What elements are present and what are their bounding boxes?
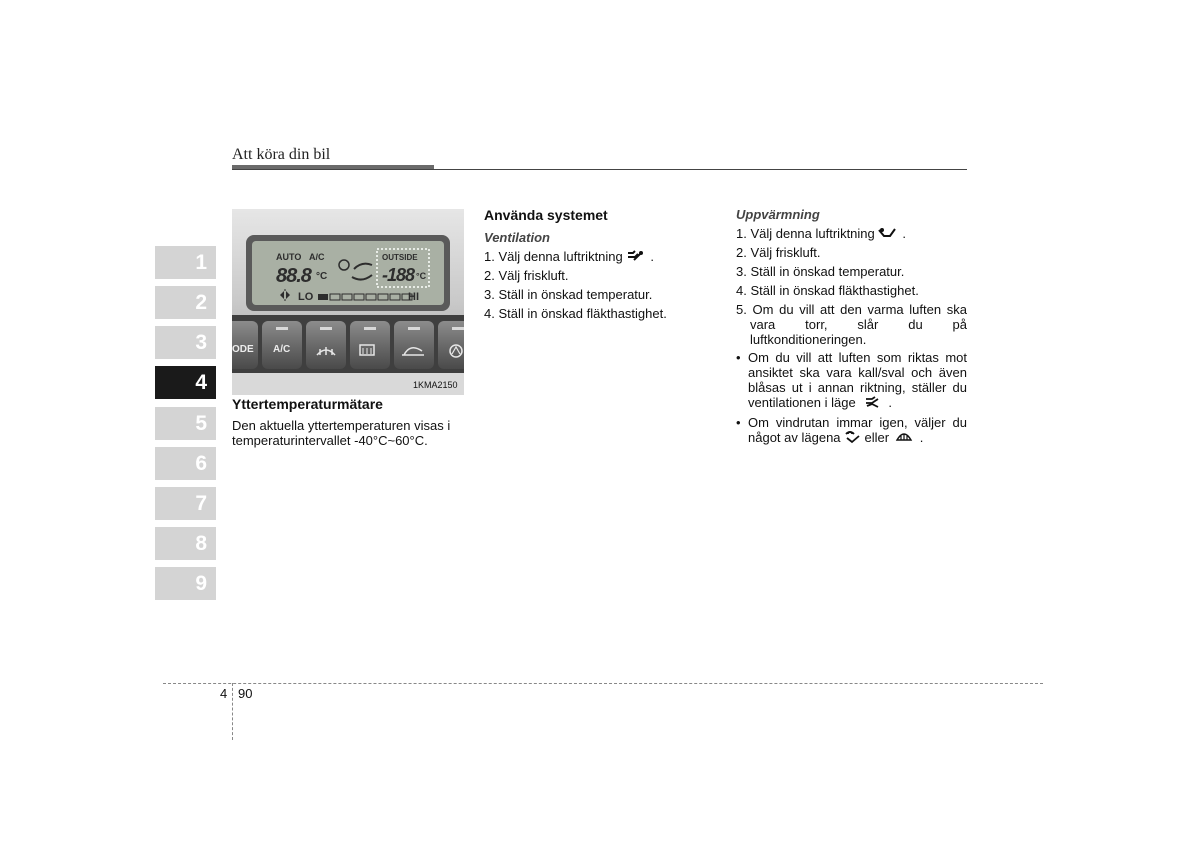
heating-step-2: 2. Välj friskluft.: [736, 245, 821, 260]
floor-vent-icon: [878, 225, 896, 244]
subheading-heating: Uppvärmning: [736, 207, 820, 222]
footer-chapter-number: 4: [220, 686, 228, 701]
footer-page-number: 90: [238, 686, 253, 701]
bullet-marker: •: [736, 415, 741, 430]
ventilation-step-1-suffix: .: [646, 249, 654, 264]
bilevel-vent-icon: [864, 396, 882, 411]
outside-temp-description: Den aktuella yttertemperaturen visas i temperaturintervallet -40°C~60°C.: [232, 418, 451, 448]
footer-rule: [163, 683, 1043, 684]
lcd-lo-label: LO: [298, 291, 314, 303]
heating-step-1: [736, 224, 968, 244]
chapter-tab-1[interactable]: 1: [155, 246, 216, 279]
lcd-inside-temp: 88.8: [276, 265, 311, 287]
lcd-outside-unit: °C: [416, 271, 427, 281]
chapter-tab-9[interactable]: 9: [155, 567, 216, 600]
photo-code: 1KMA2150: [413, 380, 458, 390]
heating-step-1-suffix: .: [898, 226, 906, 241]
heating-bullet-1-text: Om du vill att luften som riktas mot ansiktet ska vara kall/sval och även blåsas ut i annan riktning, ställer du ventilationen i läge: [748, 350, 967, 410]
mode-button-label: ODE: [232, 344, 254, 355]
heating-bullet-1: [736, 350, 967, 411]
lcd-hi-label: HI: [408, 291, 419, 303]
chapter-tab-2[interactable]: 2: [155, 286, 216, 319]
chapter-tab-6[interactable]: 6: [155, 447, 216, 480]
lcd-auto-label: AUTO: [276, 252, 302, 262]
face-vent-icon: [626, 248, 644, 267]
heating-step-4: 4. Ställ in önskad fläkthastighet.: [736, 283, 919, 298]
defrost-icon: [895, 430, 913, 447]
chapter-tab-4[interactable]: 4: [155, 366, 216, 399]
chapter-tab-8[interactable]: 8: [155, 527, 216, 560]
lcd-inside-unit: °C: [316, 271, 328, 282]
lcd-outside-label: OUTSIDE: [382, 253, 418, 262]
ventilation-step-4: 4. Ställ in önskad fläkthastighet.: [484, 306, 667, 321]
ac-button-label: A/C: [273, 344, 291, 355]
ventilation-step-1-text: 1. Välj denna luftriktning: [484, 249, 623, 264]
heating-bullet-2-suffix: .: [916, 430, 924, 445]
lcd-ac-label: A/C: [309, 252, 325, 262]
heating-bullet-2-text-b: eller: [864, 430, 890, 445]
ventilation-step-2: 2. Välj friskluft.: [484, 268, 569, 283]
section-heading-using-system: Använda systemet: [484, 207, 608, 223]
header-title: Att köra din bil: [232, 146, 331, 163]
heating-bullet-2: [736, 415, 967, 447]
header-rule: [232, 169, 967, 170]
heating-step-5: 5. Om du vill att den varma luften ska vara torr, slår du på luftkonditioneringen.: [736, 302, 967, 347]
lcd-outside-temp: -188: [382, 265, 415, 285]
heating-bullet-2-text-a: Om vindrutan immar igen, väljer du något av lägena: [748, 415, 967, 445]
ventilation-step-3: 3. Ställ in önskad temperatur.: [484, 287, 653, 302]
subheading-ventilation: Ventilation: [484, 230, 550, 245]
bullet-marker: •: [736, 350, 741, 365]
chapter-tab-7[interactable]: 7: [155, 487, 216, 520]
heating-bullet-1-suffix: .: [884, 395, 892, 410]
climate-panel-photo: [232, 209, 464, 395]
footer-divider: [232, 683, 233, 740]
chapter-tab-5[interactable]: 5: [155, 407, 216, 440]
chapter-tab-3[interactable]: 3: [155, 326, 216, 359]
floor-defrost-icon: [844, 430, 862, 447]
ventilation-step-1: [484, 247, 714, 267]
heating-step-1-text: 1. Välj denna luftriktning: [736, 226, 875, 241]
heating-step-3: 3. Ställ in önskad temperatur.: [736, 264, 905, 279]
section-heading-outside-temp: Yttertemperaturmätare: [232, 396, 383, 412]
